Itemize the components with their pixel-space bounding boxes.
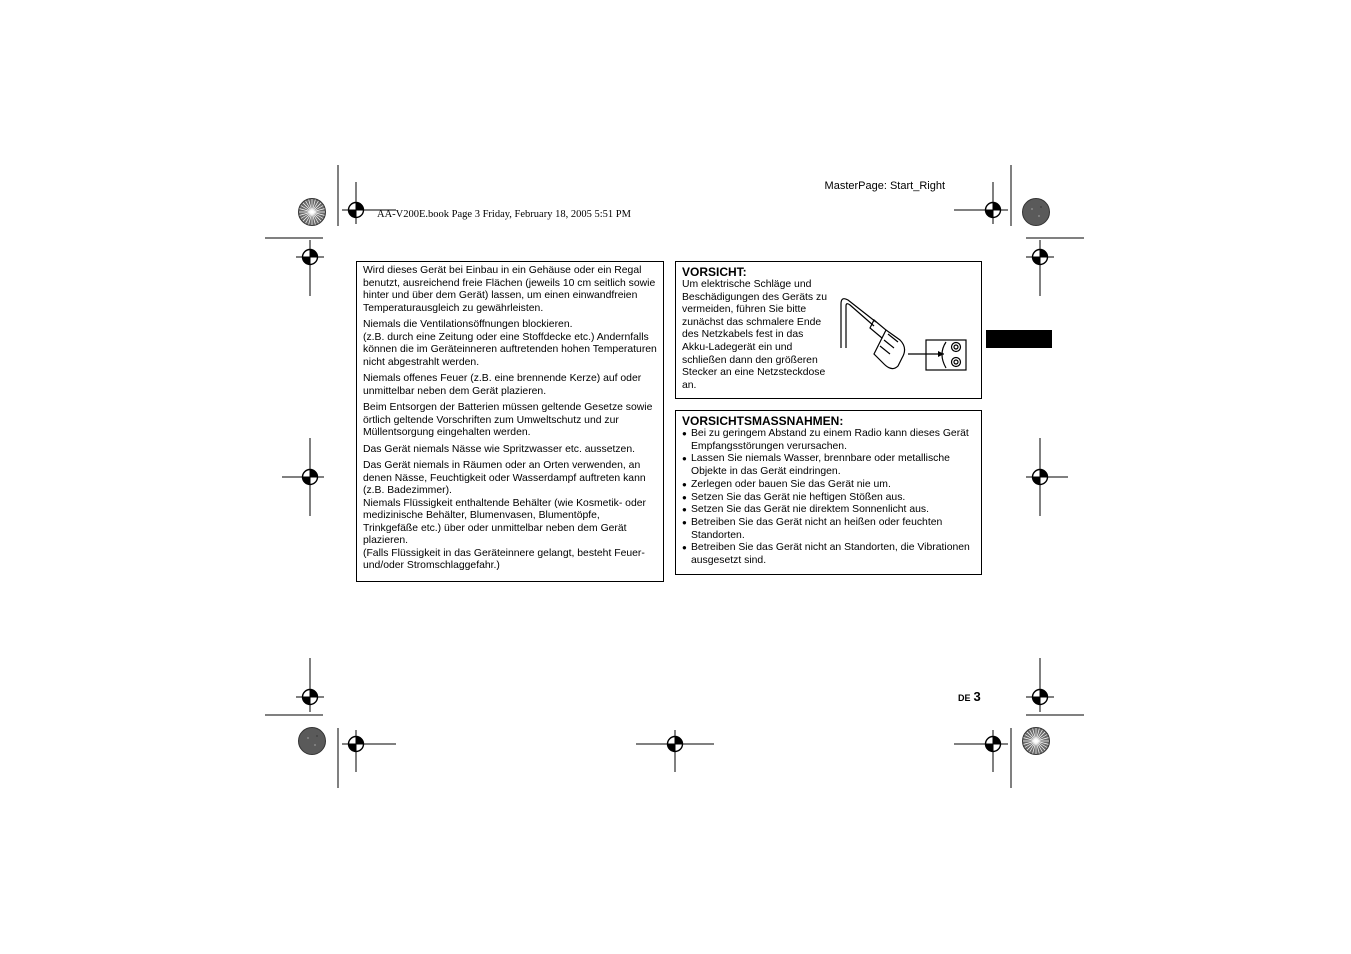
book-info-line: AA-V200E.book Page 3 Friday, February 18, 2005 5:51 PM: [377, 209, 631, 220]
paragraph: Wird dieses Gerät bei Einbau in ein Gehäuse oder ein Regal benutzt, ausreichend freie Flächen (jeweils 10 cm seitlich sowie hinter und über dem Gerät) lassen, um einen einwandfreien Temperaturausgleich zu gewährleisten.: [363, 265, 656, 314]
safety-notes-box: [356, 261, 664, 582]
paragraph: (z.B. durch eine Zeitung oder eine Stoffdecke etc.) Andernfalls können die im Geräteinneren auftretenden hohen Temperaturen nicht abgestrahlt werden.: [363, 331, 657, 368]
power-cord-illustration: [838, 292, 973, 374]
list-item: ● Lassen Sie niemals Wasser, brennbare oder metallische Objekte in das Gerät eindringen.: [682, 453, 975, 478]
paragraph: Niemals Flüssigkeit enthaltende Behälter (wie Kosmetik- oder medizinische Behälter, Blumenvasen, Blumentöpfe, Trinkgefäße etc.) über oder unmittelbar neben dem Gerät plazieren.: [363, 497, 646, 546]
paragraph: Niemals die Ventilationsöffnungen blockieren.: [363, 319, 573, 330]
vorsicht-title: VORSICHT:: [682, 265, 747, 279]
vorsicht-text: Um elektrische Schläge und Beschädigungen des Geräts zu vermeiden, führen Sie bitte zunächst das schmalere Ende des Netzkabels fest in das Akku-Ladegerät ein und schließen dann den größeren Stecker an eine Netzsteckdose an.: [682, 279, 827, 391]
list-item: ● Setzen Sie das Gerät nie heftigen Stößen aus.: [682, 492, 975, 505]
paragraph: Niemals offenes Feuer (z.B. eine brennende Kerze) auf oder unmittelbar neben dem Gerät plazieren.: [363, 373, 642, 397]
page-number: [958, 688, 981, 706]
masterpage-label: MasterPage: Start_Right: [824, 180, 945, 192]
list-item: ● Zerlegen oder bauen Sie das Gerät nie um.: [682, 479, 975, 492]
paragraph: Das Gerät niemals Nässe wie Spritzwasser etc. aussetzen.: [363, 443, 635, 455]
language-code: DE: [958, 693, 971, 703]
paragraph: (Falls Flüssigkeit in das Geräteinnere gelangt, besteht Feuer- und/oder Stromschlaggefahr.): [363, 547, 645, 571]
precaution-list: [682, 428, 975, 568]
list-item: ● Betreiben Sie das Gerät nicht an Standorten, die Vibrationen ausgesetzt sind.: [682, 542, 975, 567]
list-item: ● Betreiben Sie das Gerät nicht an heißen oder feuchten Standorten.: [682, 517, 975, 542]
list-item: ● Setzen Sie das Gerät nie direktem Sonnenlicht aus.: [682, 504, 975, 517]
paragraph: Das Gerät niemals in Räumen oder an Orten verwenden, an denen Nässe, Feuchtigkeit oder Wasserdampf auftreten kann (z.B. Badezimmer).: [363, 460, 646, 496]
page-number-value: 3: [973, 689, 981, 704]
vorsichtsmassnahmen-title: VORSICHTSMASSNAHMEN:: [682, 414, 844, 428]
vorsichtsmassnahmen-box: [675, 410, 982, 575]
section-tab: [986, 330, 1052, 348]
list-item: ● Bei zu geringem Abstand zu einem Radio kann dieses Gerät Empfangsstörungen verursachen.: [682, 428, 975, 453]
paragraph: Beim Entsorgen der Batterien müssen geltende Gesetze sowie örtlich geltende Vorschriften zum Umweltschutz und zur Müllentsorgung eingehalten werden.: [363, 402, 653, 438]
vorsicht-box: [675, 261, 982, 399]
